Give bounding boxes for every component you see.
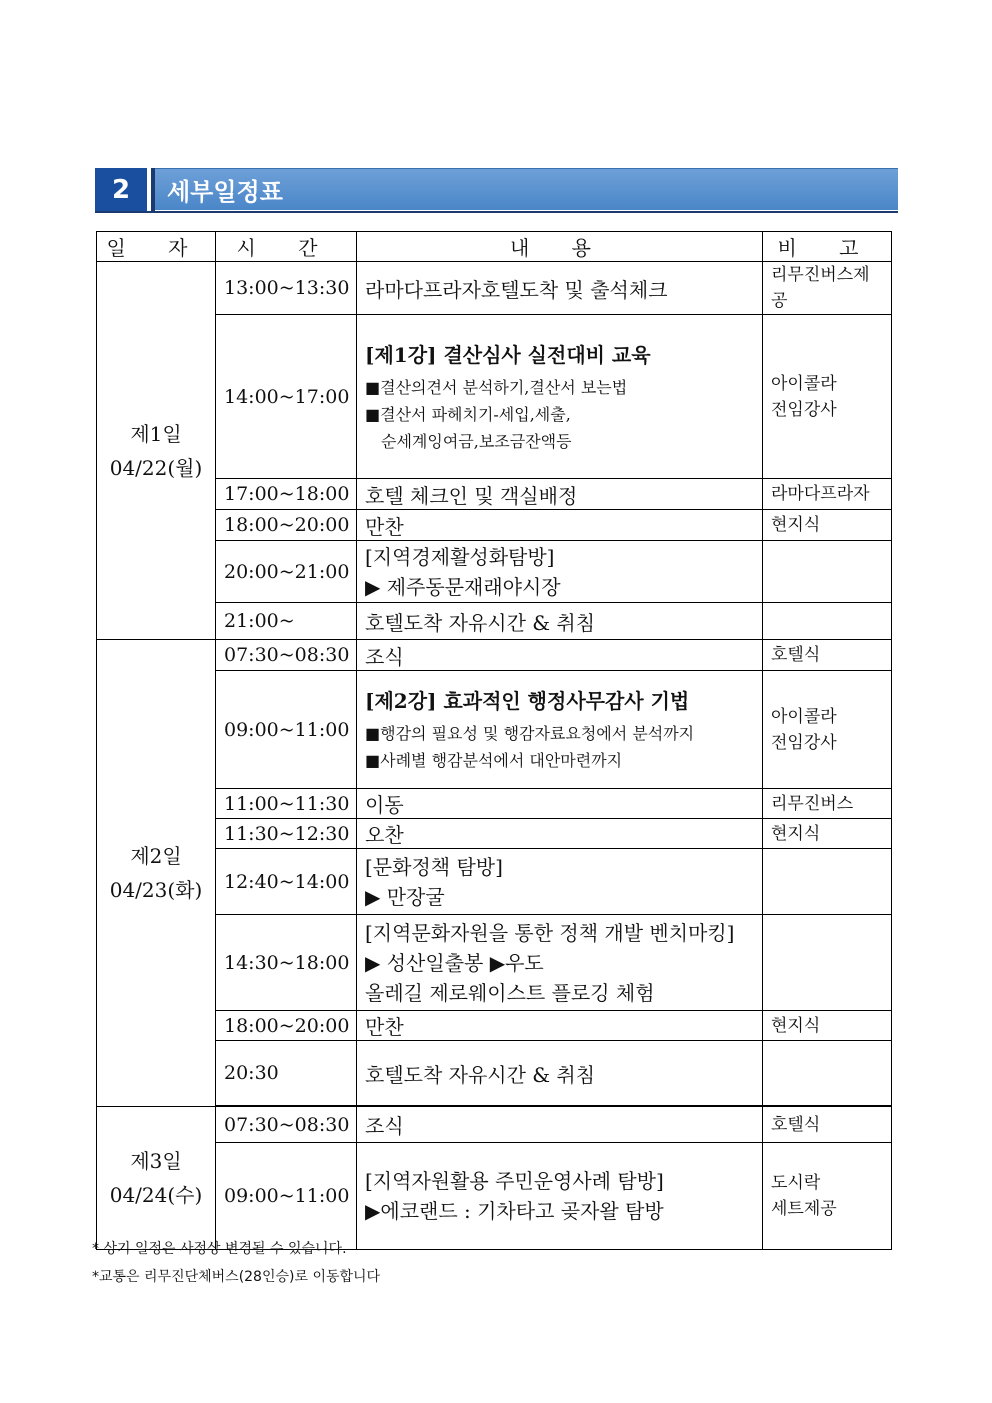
content-line: [지역자원활용 주민운영사례 탐방] [365, 1169, 664, 1193]
lecture-bullet: ■결산의견서 분석하기,결산서 보는법 [365, 377, 628, 397]
table-row [97, 262, 892, 315]
section-number: 2 [95, 168, 147, 212]
content-cell [357, 849, 763, 915]
time-cell: 14:30~18:00 [216, 915, 357, 1011]
note-cell: 호텔식 [763, 1107, 892, 1143]
section-rule [95, 211, 898, 213]
day-date: 04/24(수) [109, 1183, 203, 1207]
content-cell [357, 315, 763, 479]
content-line: [지역문화자원을 통한 정책 개발 벤치마킹] [365, 920, 735, 945]
table-row [97, 1041, 892, 1106]
header-time: 시 간 [216, 232, 357, 262]
content-cell: 만찬 [357, 510, 763, 541]
note-line: 세트제공 [771, 1199, 837, 1219]
day-label: 제2일 [130, 844, 182, 868]
note-cell: 현지식 [763, 819, 892, 849]
note-cell: 현지식 [763, 1011, 892, 1041]
table-row [97, 1107, 892, 1143]
day-label: 제3일 [130, 1149, 182, 1173]
header-content: 내 용 [357, 232, 763, 262]
table-row [97, 671, 892, 789]
footnote-transport: *교통은 리무진단체버스(28인승)로 이동합니다 [92, 1269, 381, 1285]
table-header-row [97, 232, 892, 262]
note-cell [763, 315, 892, 479]
note-cell [763, 849, 892, 915]
table-row [97, 1011, 892, 1041]
day-date: 04/23(화) [109, 878, 203, 902]
note-cell: 리무진버스제공 [763, 262, 892, 315]
time-cell: 17:00~18:00 [216, 479, 357, 510]
header-date: 일 자 [97, 232, 216, 262]
lecture-bullet: ■결산서 파헤치기-세입,세출, [365, 404, 571, 424]
lecture-title: [제2강] 효과적인 행정사무감사 기법 [365, 689, 690, 713]
content-cell [357, 1143, 763, 1250]
header-note: 비 고 [763, 232, 892, 262]
table-row [97, 510, 892, 541]
table-row [97, 640, 892, 671]
time-cell: 12:40~14:00 [216, 849, 357, 915]
note-cell: 현지식 [763, 510, 892, 541]
day-cell [97, 262, 216, 640]
note-cell [763, 1143, 892, 1250]
time-cell: 18:00~20:00 [216, 510, 357, 541]
section-header [95, 168, 898, 212]
time-cell: 21:00~ [216, 603, 357, 640]
content-cell: 호텔 체크인 및 객실배정 [357, 479, 763, 510]
content-cell: 라마다프라자호텔도착 및 출석체크 [357, 262, 763, 315]
table-row [97, 479, 892, 510]
table-row [97, 603, 892, 640]
time-cell: 09:00~11:00 [216, 1143, 357, 1250]
content-line: [문화정책 탐방] [365, 854, 503, 879]
content-cell [357, 541, 763, 603]
note-cell [763, 1041, 892, 1106]
day-cell [97, 1107, 216, 1250]
time-cell: 07:30~08:30 [216, 640, 357, 671]
day-label: 제1일 [130, 421, 182, 446]
table-row [97, 915, 892, 1011]
day-cell [97, 640, 216, 1107]
note-cell: 리무진버스 [763, 789, 892, 819]
table-row [97, 789, 892, 819]
schedule-table [96, 231, 892, 1250]
content-line: ▶ 성산일출봉 ▶우도 [365, 950, 544, 975]
content-cell: 오찬 [357, 819, 763, 849]
content-line: ▶ 만장굴 [365, 884, 445, 909]
content-cell: 조식 [357, 640, 763, 671]
content-line: ▶에코랜드 : 기차타고 곶자왈 탐방 [365, 1199, 664, 1223]
lecture-bullet: ■사례별 행감분석에서 대안마련까지 [365, 751, 623, 770]
table-row [97, 315, 892, 479]
lecture-title: [제1강] 결산심사 실전대비 교육 [365, 342, 651, 367]
time-cell: 09:00~11:00 [216, 671, 357, 789]
table-row [97, 849, 892, 915]
content-cell: 이동 [357, 789, 763, 819]
content-cell [357, 671, 763, 789]
time-cell: 20:00~21:00 [216, 541, 357, 603]
time-cell: 11:00~11:30 [216, 789, 357, 819]
note-cell [763, 671, 892, 789]
time-cell: 13:00~13:30 [216, 262, 357, 315]
table-row [97, 1143, 892, 1250]
content-cell: 조식 [357, 1107, 763, 1143]
table-row [97, 541, 892, 603]
note-cell: 라마다프라자 [763, 479, 892, 510]
content-cell: 호텔도착 자유시간 & 취침 [357, 1041, 763, 1106]
note-line: 아이콜라 [771, 706, 837, 727]
content-line: [지역경제활성화탐방] [365, 544, 555, 569]
lecture-bullet: ■행감의 필요성 및 행감자료요청에서 분석까지 [365, 724, 695, 743]
content-line: ▶ 제주동문재래야시장 [365, 574, 561, 599]
lecture-bullet: 순세계잉여금,보조금잔액등 [381, 431, 572, 451]
note-line: 전임강사 [771, 732, 837, 753]
content-line: 올레길 제로웨이스트 플로깅 체험 [365, 980, 655, 1005]
day-date: 04/22(월) [109, 455, 203, 480]
content-cell [357, 915, 763, 1011]
time-cell: 18:00~20:00 [216, 1011, 357, 1041]
table-row [97, 819, 892, 849]
note-cell [763, 603, 892, 640]
content-cell: 만찬 [357, 1011, 763, 1041]
time-cell: 07:30~08:30 [216, 1107, 357, 1143]
note-line: 도시락 [771, 1173, 821, 1193]
note-line: 전임강사 [771, 399, 837, 420]
time-cell: 11:30~12:30 [216, 819, 357, 849]
note-line: 아이콜라 [771, 373, 837, 394]
section-title: 세부일정표 [155, 168, 898, 210]
note-cell [763, 541, 892, 603]
note-cell [763, 915, 892, 1011]
note-cell: 호텔식 [763, 640, 892, 671]
time-cell: 20:30 [216, 1041, 357, 1106]
footnote-schedule-change: * 상기 일정은 사정상 변경될 수 있습니다. [92, 1241, 347, 1257]
content-cell: 호텔도착 자유시간 & 취침 [357, 603, 763, 640]
time-cell: 14:00~17:00 [216, 315, 357, 479]
